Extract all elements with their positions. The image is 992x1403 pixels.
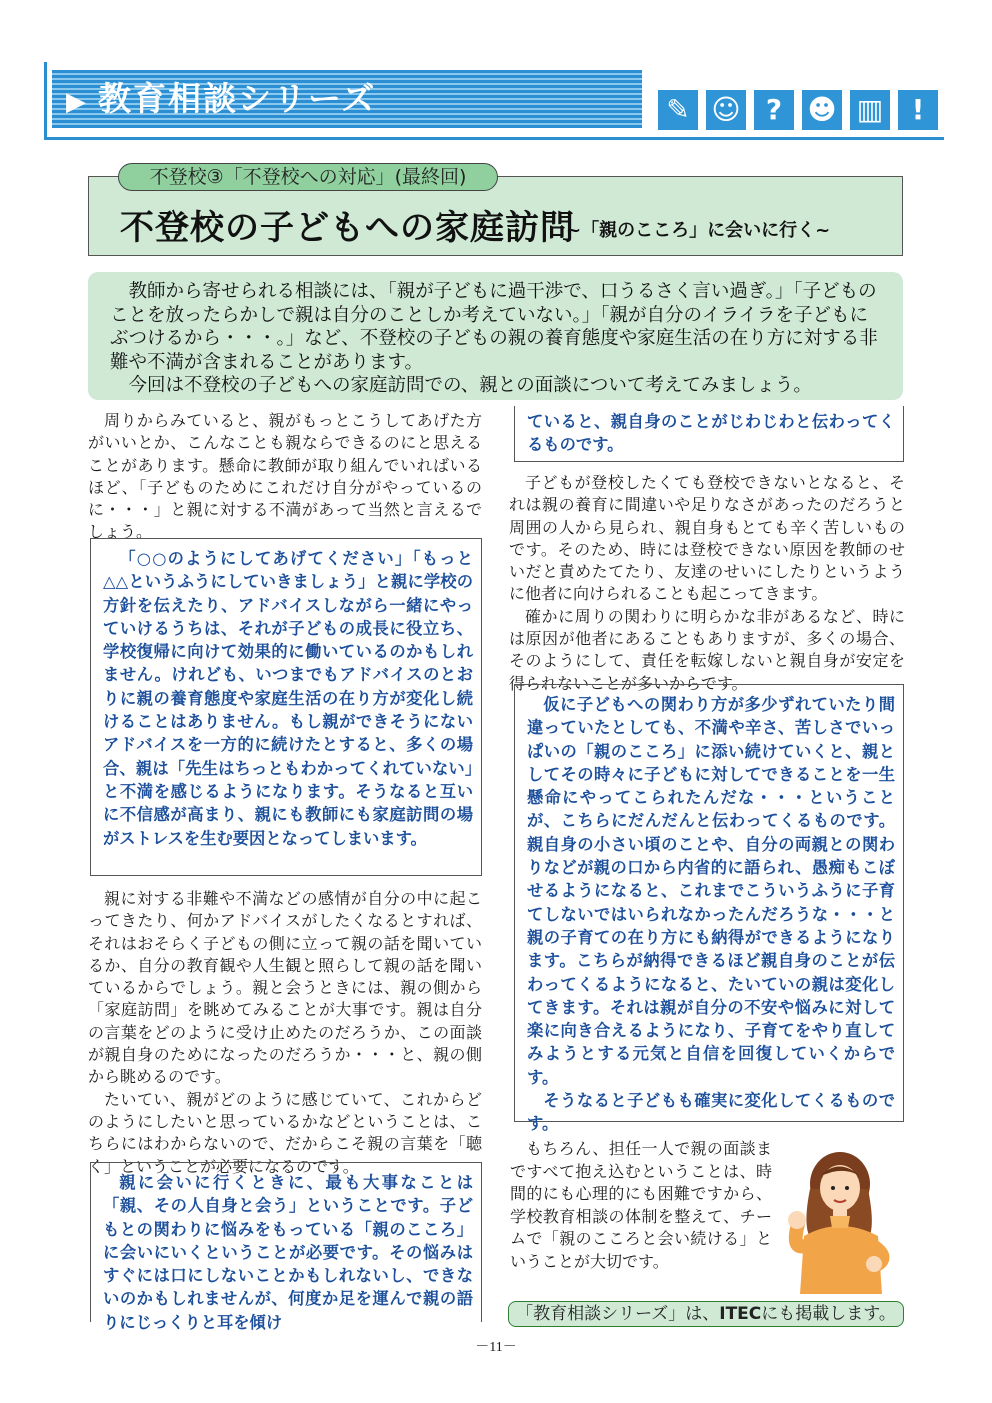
highlight-box bbox=[514, 684, 904, 1134]
body-paragraph bbox=[509, 472, 905, 695]
header-accent-bar bbox=[44, 62, 47, 140]
article-title-suffix: ~「親のこころ」に会いに行く~ bbox=[566, 220, 831, 241]
highlight-box bbox=[90, 538, 482, 876]
body-paragraph bbox=[88, 410, 482, 544]
intro-paragraph: 今回は不登校の子どもへの家庭訪問での、親との面談について考えてみましょう。 bbox=[128, 375, 812, 396]
body-paragraph bbox=[88, 888, 482, 1178]
exclamation-icon: ! bbox=[898, 90, 938, 130]
paragraph-text: 親に対する非難や不満などの感情が自分の中に起こってきたり、何かアドバイスがしたくなるとすれば、それはおそらく子どもの側に立って親の話を聞いているか、自分の教育観や人生観と照らして親の話を聞いているからでしょう。親と会うときには、親の側から「家庭訪問」を眺めてみることが大事です。親は自分の言葉をどのように受け止めたのだろうか、この面談が親自身のためになったのだろうか・・・と、親の側から眺めるのです。 bbox=[88, 889, 482, 1087]
intro-box bbox=[88, 272, 903, 400]
paragraph-text: 子どもが登校したくても登校できないとなると、それは親の養育に間違いや足りなさがあったのだろうと周囲の人から見られ、親自身もとても辛く苦しいものです。そのため、時には登校できない原因を教師のせいだと責めたてたり、友達のせいにしたりというように他者に向けられることも起こってきます。 bbox=[509, 473, 905, 604]
article-subtitle: 不登校③「不登校への対応」(最終回) bbox=[118, 163, 498, 191]
footer-note-text: 「教育相談シリーズ」は、 bbox=[516, 1304, 720, 1324]
book-icon: ▥ bbox=[850, 90, 890, 130]
highlight-text: ていると、親自身のことがじわじわと伝わってくるものです。 bbox=[527, 412, 895, 455]
itec-brand[interactable]: ITEC bbox=[719, 1304, 762, 1324]
pencil-icon: ✎ bbox=[658, 90, 698, 130]
highlight-text: 親に会いに行くときに、最も大事なことは「親、その人自身と会う」ということです。子どもとの関わりに悩みをもっている「親のこころ」に会いにいくということが必要です。その悩みはすぐには口にしないことかもしれないし、できないのかもしれませんが、何度か足を運んで親の語りにじっくりと耳を傾け bbox=[103, 1173, 473, 1332]
footer-note-text: にも掲載します。 bbox=[761, 1304, 896, 1324]
paragraph-text: もちろん、担任一人で親の面談まですべて抱え込むということは、時間的にも心理的にも困難ですから、学校教育相談の体制を整えて、チームで「親のこころと会い続ける」ということが大切です。 bbox=[510, 1139, 772, 1271]
teacher-illustration bbox=[770, 1144, 900, 1294]
series-icon-row bbox=[658, 90, 938, 130]
closing-paragraph bbox=[510, 1138, 772, 1273]
highlight-text: 仮に子どもへの関わり方が多少ずれていたり間違っていたとしても、不満や辛さ、苦しさでいっぱいの「親のこころ」に添い続けていくと、親としてその時々に子どもに対してできることを一生懸命にやってこられたんだな・・・ということが、こちらにだんだんと伝わってくるものです。親自身の小さい頃のことや、自分の両親との関わりなどが親の口から内省的に語られ、愚痴もこぼせるようになると、これまでこういうふうに子育てしないではいられなかったんだろうな・・・と親の子育ての在り方にも納得ができるようになります。こちらが納得できるほど親自身のことが伝わってくるようになると、たいていの親は変化してきます。それは親が自分の不安や悩みに対して楽に向き合えるようになり、子育てをやり直してみようとする元気と自信を回復していくからです。 bbox=[527, 695, 895, 1087]
article-title: 不登校の子どもへの家庭訪問 bbox=[120, 208, 575, 248]
highlight-box bbox=[90, 1162, 482, 1332]
paragraph-text: たいてい、親がどのように感じていて、これからどのようにしたいと思っているかなどということは、こちらにはわからないので、だからこそ親の言葉を「聴く」ということが必要になるのです。 bbox=[88, 1089, 482, 1176]
intro-paragraph: 教師から寄せられる相談には、「親が子どもに過干渉で、口うるさく言い過ぎ。」「子どものことを放ったらかしで親は自分のことしか考えていない。」「親が自分のイライラを子どもにぶつけるから・・・。」など、不登校の子どもの親の養育態度や家庭生活の在り方に対する非難や不満が含まれることがあります。 bbox=[110, 281, 878, 373]
series-title-banner bbox=[52, 70, 642, 128]
arrow-icon: ▶ bbox=[66, 87, 88, 117]
series-footer-note bbox=[508, 1301, 904, 1327]
series-title: 教育相談シリーズ bbox=[98, 79, 377, 118]
page-number: －11－ bbox=[475, 1340, 517, 1355]
neutral-face-icon: ☺ bbox=[706, 90, 746, 130]
paragraph-text: 周りからみていると、親がもっとこうしてあげた方がいいとか、こんなことも親ならできるのにと思えることがあります。懸命に教師が取り組んでいればいるほど、「子どものためにこれだけ自分がやっているのに・・・」と親に対する不満があって当然と言えるでしょう。 bbox=[88, 411, 482, 542]
smile-face-icon: ☻ bbox=[802, 90, 842, 130]
highlight-text: そうなると子どもも確実に変化してくるものです。 bbox=[527, 1091, 895, 1134]
header-rule bbox=[44, 137, 944, 140]
paragraph-text: 確かに周りの関わりに明らかな非があるなど、時には原因が他者にあることもありますが、多くの場合、そのようにして、責任を転嫁しないと親自身が安定を得られないことが多いからです。 bbox=[509, 606, 905, 693]
highlight-text: 「○○のようにしてあげてください」「もっと△△というふうにしていきましょう」と親に学校の方針を伝えたり、アドバイスしながら一緒にやっていけるうちは、それが子どもの成長に役立ち、学校復帰に向けて効果的に働いているのかもしれません。けれども、いつまでもアドバイスのとおりに親の養育態度や家庭生活の在り方が変化し続けることはありません。もし親ができそうにないアドバイスを一方的に続けたとすると、多くの場合、親は「先生はちっともわかってくれていない」と不満を感じるようになります。そうなると互いに不信感が高まり、親にも教師にも家庭訪問の場がストレスを生む要因となってしまいます。 bbox=[103, 549, 473, 848]
highlight-box-continued bbox=[514, 406, 904, 462]
question-icon: ? bbox=[754, 90, 794, 130]
